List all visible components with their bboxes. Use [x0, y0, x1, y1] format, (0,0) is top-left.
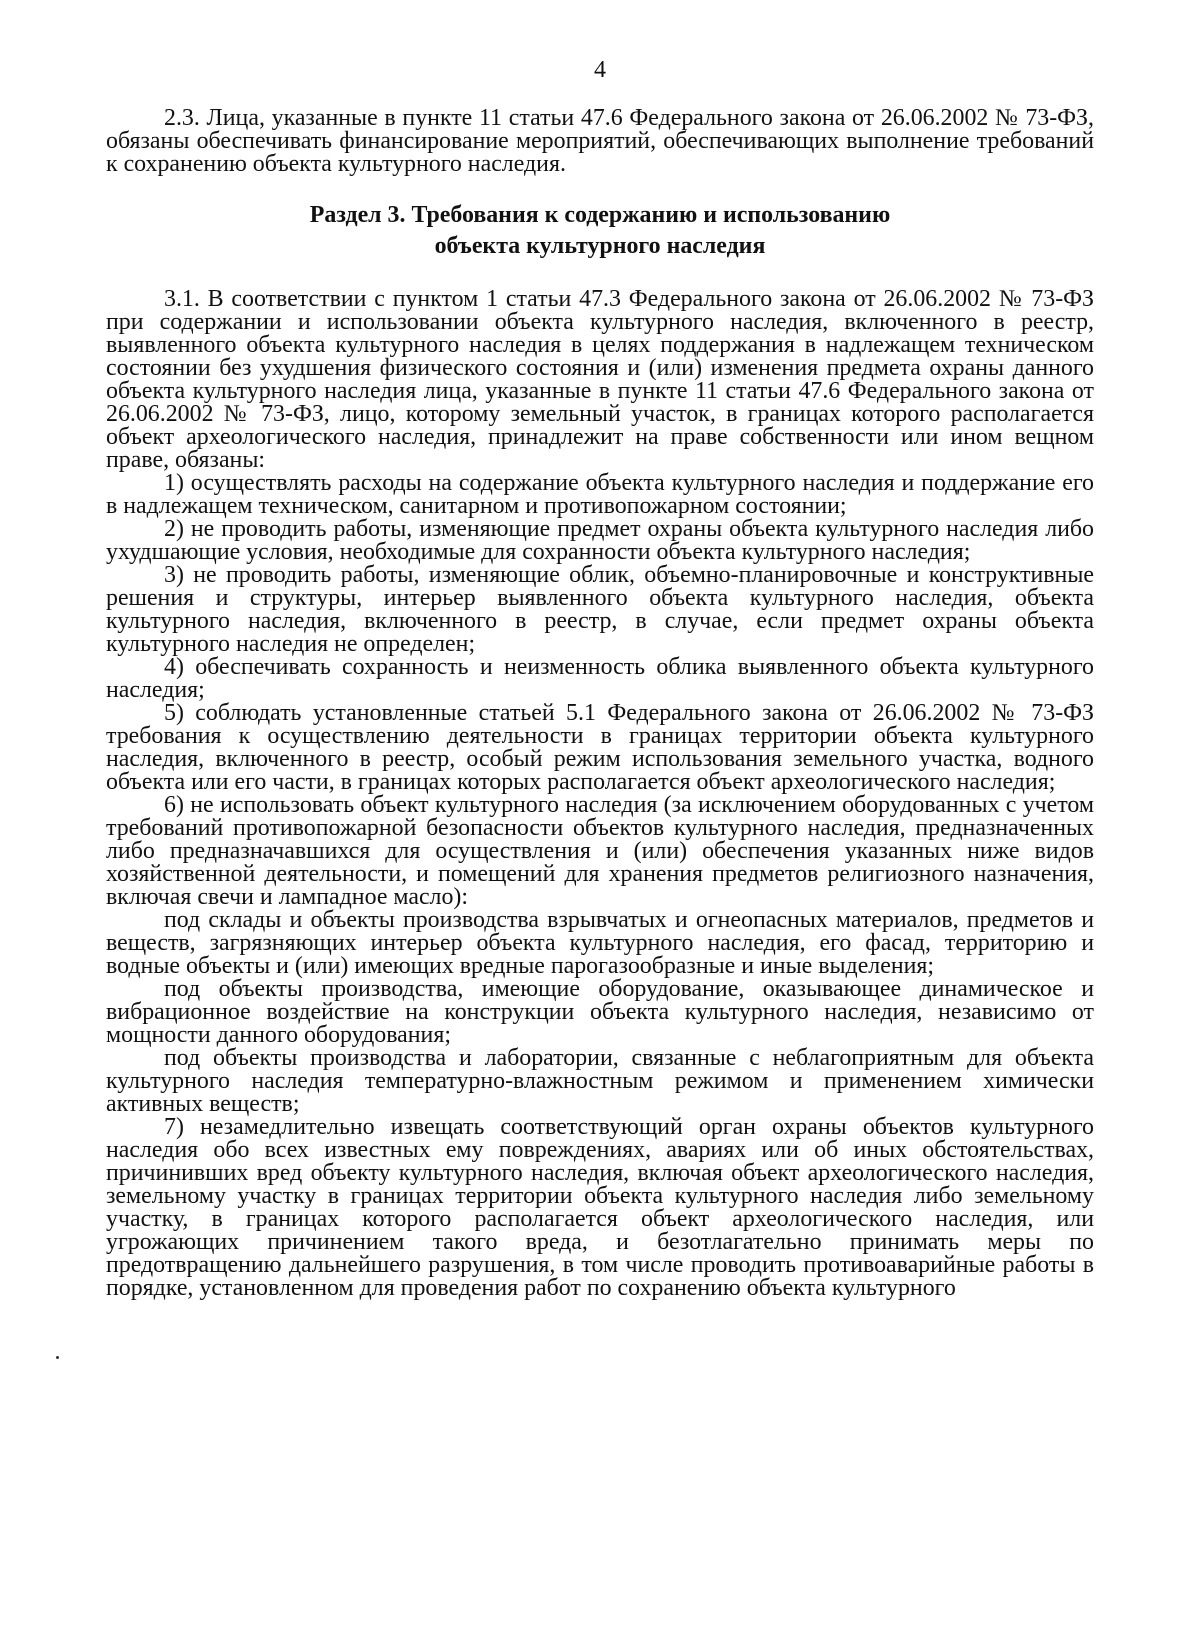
list-item-2: 2) не проводить работы, изменяющие предмет охраны объекта культурного наследия либо ухудшающие условия, необходимые для сохранности объекта культурного наследия;	[106, 516, 1094, 565]
paragraph-2-3: 2.3. Лица, указанные в пункте 11 статьи 47.6 Федерального закона от 26.06.2002 № 73-ФЗ, обязаны обеспечивать финансирование мероприятий, обеспечивающих выполнение требований к сохранению объекта культурного наследия.	[106, 105, 1094, 177]
list-item-1: 1) осуществлять расходы на содержание объекта культурного наследия и поддержание его в надлежащем техническом, санитарном и противопожарном состоянии;	[106, 470, 1094, 519]
paragraph-3-1: 3.1. В соответствии с пунктом 1 статьи 47.3 Федерального закона от 26.06.2002 № 73-ФЗ при содержании и использовании объекта культурного наследия, включенного в реестр, выявленного объекта культурного наследия в целях поддержания в надлежащем техническом состоянии без ухудшения физического состояния и (или) изменения предмета охраны данного объекта культурного наследия лица, указанные в пункте 11 статьи 47.6 Федерального закона от 26.06.2002 № 73-ФЗ, лицо, которому земельный участок, в границах которого располагается объект археологического наследия, принадлежит на праве собственности или ином вещном праве, обязаны:	[106, 286, 1094, 473]
section-heading-line-2: объекта культурного наследия	[434, 233, 766, 259]
list-item-4: 4) обеспечивать сохранность и неизменность облика выявленного объекта культурного наследия;	[106, 654, 1094, 703]
document-body	[106, 107, 1094, 1300]
list-item-3: 3) не проводить работы, изменяющие облик, объемно-планировочные и конструктивные решения и структуры, интерьер выявленного объекта культурного наследия, объекта культурного наследия, включенного в реестр, в случае, если предмет охраны объекта культурного наследия не определен;	[106, 562, 1094, 657]
section-heading	[106, 200, 1094, 262]
list-item-6: 6) не использовать объект культурного наследия (за исключением оборудованных с учетом требований противопожарной безопасности объектов культурного наследия, предназначенных либо предназначавшихся для осуществления и (или) обеспечения указанных ниже видов хозяйственной деятельности, и помещений для хранения предметов религиозного назначения, включая свечи и лампадное масло):	[106, 792, 1094, 910]
sub-item-laboratories: под объекты производства и лаборатории, связанные с неблагоприятным для объекта культурного наследия температурно-влажностным режимом и применением химически активных веществ;	[106, 1045, 1094, 1117]
sub-item-vibration-production: под объекты производства, имеющие оборудование, оказывающее динамическое и вибрационное воздействие на конструкции объекта культурного наследия, независимо от мощности данного оборудования;	[106, 976, 1094, 1048]
section-heading-line-1: Раздел 3. Требования к содержанию и использованию	[309, 202, 891, 228]
list-item-5: 5) соблюдать установленные статьей 5.1 Федерального закона от 26.06.2002 № 73-ФЗ требования к осуществлению деятельности в границах территории объекта культурного наследия, включенного в реестр, особый режим использования земельного участка, водного объекта или его части, в границах которых располагается объект археологического наследия;	[106, 700, 1094, 795]
scan-speck	[56, 1356, 59, 1359]
page-number: 4	[594, 57, 606, 83]
list-item-7: 7) незамедлительно извещать соответствующий орган охраны объектов культурного наследия обо всех известных ему повреждениях, авариях или об иных обстоятельствах, причинивших вред объекту культурного наследия, включая объект археологического наследия, земельному участку в границах территории объекта культурного наследия либо земельному участку, в границах которого располагается объект археологического наследия, или угрожающих причинением такого вреда, и безотлагательно принимать меры по предотвращению дальнейшего разрушения, в том числе проводить противоаварийные работы в порядке, установленном для проведения работ по сохранению объекта культурного	[106, 1114, 1094, 1301]
sub-item-warehouses: под склады и объекты производства взрывчатых и огнеопасных материалов, предметов и веществ, загрязняющих интерьер объекта культурного наследия, его фасад, территорию и водные объекты и (или) имеющих вредные парогазообразные и иные выделения;	[106, 907, 1094, 979]
